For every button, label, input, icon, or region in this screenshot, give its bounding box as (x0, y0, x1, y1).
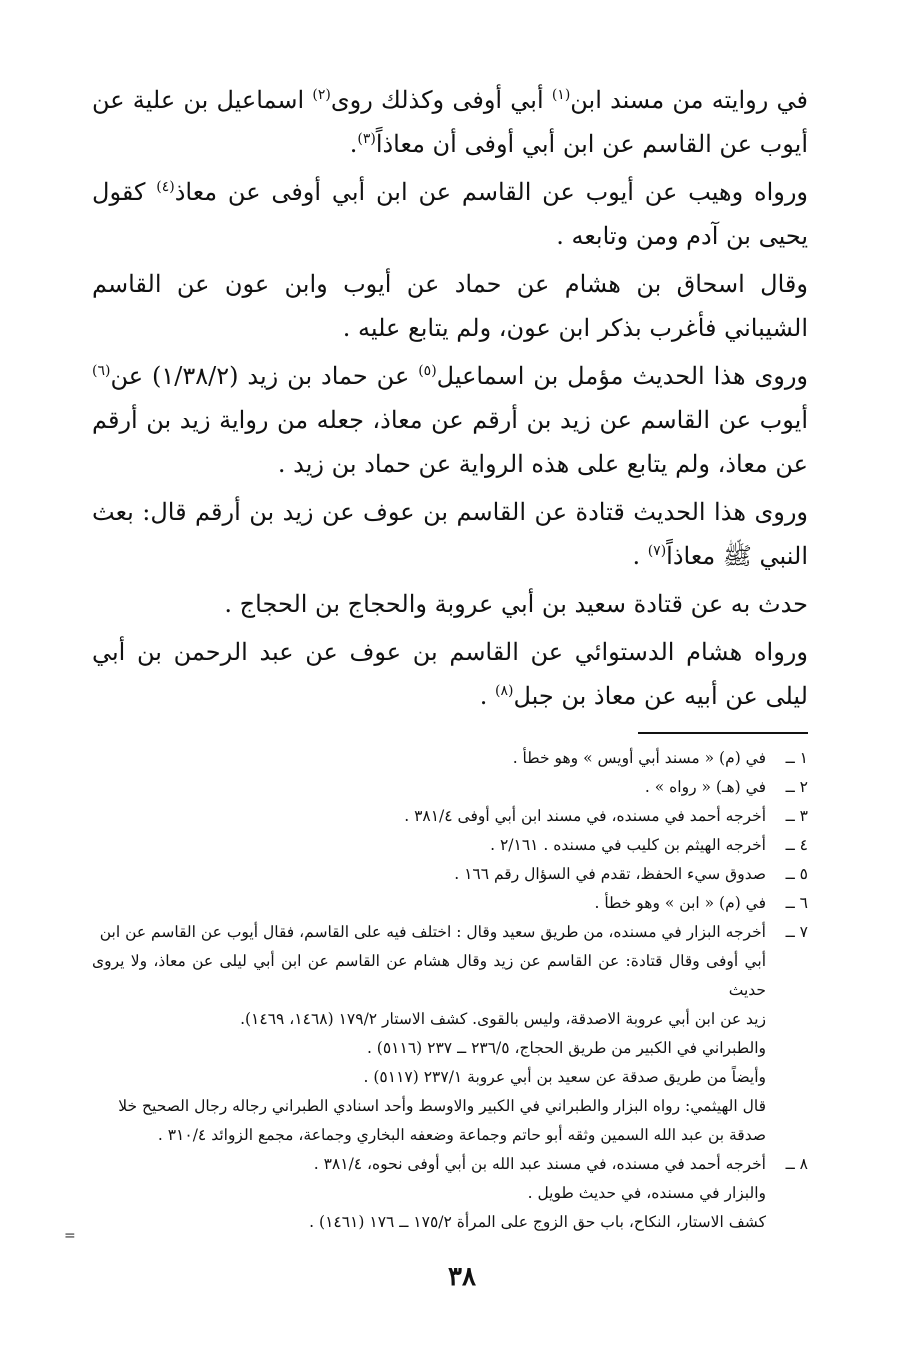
footnote (92, 918, 808, 1092)
footnote-text (92, 802, 766, 831)
paragraph (92, 78, 808, 166)
footnote-marker: (٤) (156, 179, 175, 195)
footnote-line: أخرجه الهيثم بن كليب في مسنده . ٢/١٦١ . (490, 836, 766, 854)
text-run: اسماعيل بن علية عن أيوب عن القاسم عن ابن أبي أوفى أن معاذاً (92, 86, 808, 158)
footnote-line: أبي أوفى وقال قتادة: عن القاسم عن زيد وقال هشام عن القاسم عن ابن أبي ليلى عن معاذ، ولا يروى حديث (92, 952, 766, 999)
footnote-line: وأيضاً من طريق صدقة عن سعيد بن أبي عروبة ٢٣٧/١ (٥١١٧) . (363, 1068, 766, 1086)
footnote-marker: (٨) (494, 683, 514, 699)
footnote-number: ٨ ــ (785, 1155, 808, 1173)
footnote-number: ٦ ــ (785, 894, 808, 912)
footnote-line: كشف الاستار، النكاح، باب حق الزوج على المرأة ١٧٥/٢ ــ ١٧٦ (١٤٦١) . (309, 1213, 766, 1231)
footnote-line: في (م) « مسند أبي أويس » وهو خطأ . (512, 749, 766, 767)
footnote-number: ٥ ــ (785, 865, 808, 883)
footnote-text (92, 1092, 766, 1150)
paragraph (92, 630, 808, 718)
footnote-line: أخرجه البزار في مسنده، من طريق سعيد وقال : اختلف فيه على القاسم، فقال أيوب عن القاسم عن ابن (99, 923, 766, 941)
main-text (92, 78, 808, 718)
footnote-line: أخرجه أحمد في مسنده، في مسند ابن أبي أوفى ٣٨١/٤ . (404, 807, 766, 825)
footnote-marker: (٧) (647, 543, 667, 559)
paragraph (92, 170, 808, 258)
text-run: ورواه وهيب عن أيوب عن القاسم عن ابن أبي أوفى عن معاذ (174, 178, 808, 206)
footnote-marker: (٥) (418, 363, 437, 379)
footnote-marker: (١) (551, 87, 571, 103)
margin-mark: = (64, 1228, 76, 1244)
footnote-marker: (٣) (357, 131, 376, 147)
page-number: ٣٨ (448, 1262, 476, 1292)
paragraph (92, 582, 808, 626)
footnote (92, 889, 808, 918)
footnote-text (92, 773, 766, 802)
footnote-text (92, 1150, 766, 1237)
paragraph (92, 354, 808, 486)
footnote-line: زيد عن ابن أبي عروبة الاصدقة، وليس بالقوى. كشف الاستار ١٧٩/٢ (١٤٦٨، ١٤٦٩). (240, 1010, 766, 1028)
footnote-text (92, 831, 766, 860)
text-run: وروى هذا الحديث قتادة عن القاسم بن عوف عن زيد بن أرقم قال: بعث النبي ﷺ معاذاً (92, 498, 808, 570)
footnote-number: ١ ــ (785, 749, 808, 767)
text-run: وروى هذا الحديث مؤمل بن اسماعيل (436, 362, 809, 390)
footnote-line: في (م) « ابن » وهو خطأ . (594, 894, 766, 912)
text-run: ورواه هشام الدستوائي عن القاسم بن عوف عن عبد الرحمن بن أبي ليلى عن أبيه عن معاذ بن جبل (92, 638, 808, 710)
footnote-number: ٣ ــ (785, 807, 808, 825)
text-run: كقول يحيى بن آدم ومن وتابعه . (92, 178, 808, 250)
footnotes (92, 744, 808, 1237)
footnote (92, 831, 808, 860)
footnote (92, 1150, 808, 1237)
paragraph (92, 490, 808, 578)
text-run: حدث به عن قتادة سعيد بن أبي عروبة والحجاج بن الحجاج . (224, 590, 808, 618)
paragraph (92, 262, 808, 350)
text-run: وقال اسحاق بن هشام عن حماد عن أيوب وابن عون عن القاسم الشيباني فأغرب بذكر ابن عون، ولم يتابع عليه . (92, 270, 808, 342)
footnote-line: والطبراني في الكبير من طريق الحجاج، ٢٣٦/٥ ــ ٢٣٧ (٥١١٦) . (366, 1039, 766, 1057)
footnote-text (92, 860, 766, 889)
footnote-divider (638, 732, 808, 734)
footnote-number: ٧ ــ (785, 923, 808, 941)
footnote (92, 1092, 808, 1150)
text-run: . (349, 130, 358, 158)
footnote-line: في (هـ) « رواه » . (644, 778, 766, 796)
footnote-marker: (٦) (92, 363, 111, 379)
page-body (92, 78, 808, 1237)
footnote (92, 860, 808, 889)
footnote-text (92, 889, 766, 918)
footnote-text (92, 918, 766, 1092)
footnote-text (92, 744, 766, 773)
footnote (92, 744, 808, 773)
footnote-number: ٢ ــ (785, 778, 808, 796)
text-run: عن حماد بن زيد (١/٣٨/٢) عن (110, 362, 419, 390)
text-run: في روايته من مسند ابن (570, 86, 808, 114)
text-run: أيوب عن القاسم عن زيد بن أرقم عن معاذ، جعله من رواية زيد بن أرقم عن معاذ، ولم يتابع على هذه الرواية عن حماد بن زيد . (92, 406, 808, 478)
footnote-line: صدقة بن عبد الله السمين وثقه أبو حاتم وجماعة وضعفه البخاري وجماعة، مجمع الزوائد ٣١٠/٤ . (157, 1126, 766, 1144)
footnote-line: والبزار في مسنده، في حديث طويل . (527, 1184, 766, 1202)
footnote-number: ٤ ــ (785, 836, 808, 854)
footnote-line: صدوق سيء الحفظ، تقدم في السؤال رقم ١٦٦ . (454, 865, 766, 883)
footnote (92, 802, 808, 831)
footnote-line: أخرجه أحمد في مسنده، في مسند عبد الله بن أبي أوفى نحوه، ٣٨١/٤ . (313, 1155, 766, 1173)
text-run: . (479, 682, 495, 710)
footnote-line: قال الهيثمي: رواه البزار والطبراني في الكبير والاوسط وأحد اسنادي الطبراني رجاله رجال الصحيح خلا (118, 1097, 766, 1115)
footnote-marker: (٢) (312, 87, 331, 103)
text-run: . (632, 542, 648, 570)
text-run: أبي أوفى وكذلك روى (330, 86, 552, 114)
footnote (92, 773, 808, 802)
